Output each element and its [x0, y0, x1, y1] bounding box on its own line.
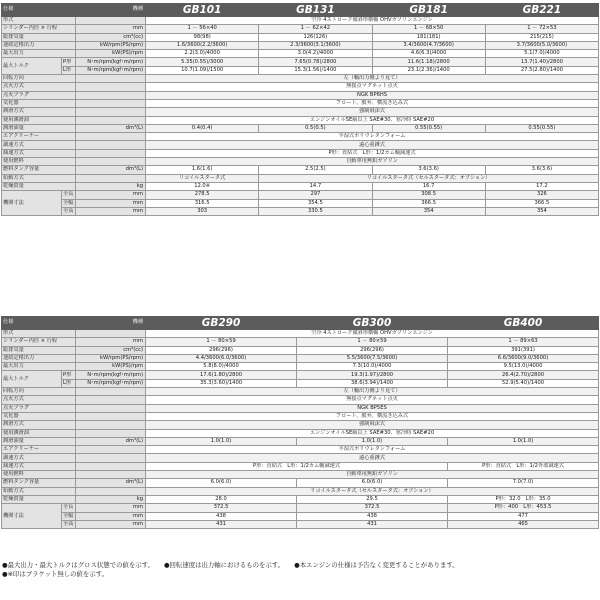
spec-value: 303: [146, 207, 259, 215]
spec-row: [2, 504, 599, 512]
spec-value: 1 － 80×59: [146, 338, 297, 346]
spec-value: 98(98): [146, 33, 259, 41]
spec-value: NGK BP5ES: [146, 404, 599, 412]
spec-value: 1 － 72×53: [485, 25, 598, 33]
spec-value: 52.9(5.40)/1400: [448, 379, 599, 387]
spec-label: 最大出力: [2, 50, 76, 58]
spec-value: 354: [372, 207, 485, 215]
spec-row: [2, 75, 599, 83]
spec-label: シリンダー内径 × 行程: [2, 25, 76, 33]
spec-row: [2, 25, 599, 33]
spec-value: 2.3/3600(3.1/3600): [259, 41, 372, 49]
spec-value: 空冷 4ストローク傾斜形横軸 OHVガソリンエンジン: [146, 330, 599, 338]
spec-row: [2, 396, 599, 404]
spec-unit: mm: [76, 25, 146, 33]
spec-value: 1.6(1.6): [146, 166, 259, 174]
spec-value: 2.2(3.0)/4000: [146, 50, 259, 58]
spec-label: シリンダー内径 × 行程: [2, 338, 76, 346]
spec-row: [2, 462, 599, 470]
spec-value: 10.7(1.09)/1500: [146, 66, 259, 74]
spec-value: 0.4(0.4): [146, 124, 259, 132]
spec-value: P形：直結式 L形：1/2カム軸減速式: [146, 149, 599, 157]
spec-unit: N･m/rpm(kgf･m/rpm): [76, 66, 146, 74]
spec-value: 0.5(0.5): [259, 124, 372, 132]
spec-value: 26.4(2.70)/2800: [448, 371, 599, 379]
spec-row: [2, 66, 599, 74]
spec-label: 乾燥質量: [2, 182, 76, 190]
spec-table-gb290-gb400: [1, 316, 599, 529]
spec-unit: kW/rpm(PS/rpm): [76, 41, 146, 49]
spec-value: 438: [297, 512, 448, 520]
spec-label: 点火プラグ: [2, 404, 76, 412]
spec-row: [2, 421, 599, 429]
spec-value: 372.5: [146, 504, 297, 512]
spec-unit: [76, 471, 146, 479]
spec-unit: [76, 462, 146, 470]
spec-sublabel: 全幅: [62, 512, 76, 520]
spec-value: 左（軸出力側より見て）: [146, 75, 599, 83]
spec-label: 使用潤滑油: [2, 429, 76, 437]
spec-value: 1 － 68×50: [372, 25, 485, 33]
spec-row: [2, 520, 599, 528]
spec-value: 215(215): [485, 33, 598, 41]
spec-row: [2, 91, 599, 99]
spec-value: 354: [485, 207, 598, 215]
spec-row: [2, 454, 599, 462]
spec-value: リコイルスタータ式: [146, 174, 259, 182]
spec-value: 296(296): [146, 346, 297, 354]
spec-value: 14.7: [259, 182, 372, 190]
spec-value: 1.0(1.0): [297, 437, 448, 445]
spec-label: 潤滑油量: [2, 124, 76, 132]
spec-row: [2, 199, 599, 207]
spec-unit: [76, 149, 146, 157]
spec-label: 機関寸法: [2, 504, 62, 529]
spec-value: 0.55(0.55): [485, 124, 598, 132]
spec-row: [2, 149, 599, 157]
spec-value: 遠心重錘式: [146, 141, 599, 149]
spec-value: 5.1(7.0)/4000: [485, 50, 598, 58]
spec-value: 431: [297, 520, 448, 528]
model-name: GB131: [259, 4, 372, 17]
spec-value: 3.0(4.2)/4000: [259, 50, 372, 58]
spec-label: 連続定格出力: [2, 354, 76, 362]
spec-value: リコイルスタータ式（セルスタータ式：オプション）: [146, 487, 599, 495]
footnote-gross: ●最大出力・最大トルクはグロス状態での値を示す。: [2, 561, 154, 569]
spec-value: 5.8(8.0)/4000: [146, 363, 297, 371]
spec-value: 16.7: [372, 182, 485, 190]
spec-unit: dm³(L): [76, 166, 146, 174]
spec-value: 27.5(2.80)/1400: [485, 66, 598, 74]
spec-row: [2, 124, 599, 132]
spec-unit: dm³(L): [76, 479, 146, 487]
spec-row: [2, 446, 599, 454]
model-name: GB400: [448, 317, 599, 330]
spec-unit: kg: [76, 495, 146, 503]
model-name: GB300: [297, 317, 448, 330]
spec-value: 19.3(1.97)/2800: [297, 371, 448, 379]
spec-unit: mm: [76, 191, 146, 199]
spec-value: 1.0(1.0): [448, 437, 599, 445]
model-name: GB290: [146, 317, 297, 330]
footnote-change: ●本エンジンの仕様は予告なく変更することがあります。: [294, 561, 459, 569]
header-spec-label: 仕様: [2, 4, 76, 17]
spec-label: 減速方式: [2, 462, 76, 470]
spec-value: フロート、膜弁、横流き込み式: [146, 412, 599, 420]
spec-value: 半湿式ポリウレタンフォーム: [146, 133, 599, 141]
spec-unit: [76, 487, 146, 495]
spec-sublabel: 全長: [62, 191, 76, 199]
spec-label: 形式: [2, 330, 76, 338]
spec-value: 1 － 62×42: [259, 25, 372, 33]
spec-label: 使用燃料: [2, 471, 76, 479]
spec-value: 28.0: [146, 495, 297, 503]
spec-value: 1.0(1.0): [146, 437, 297, 445]
spec-unit: mm: [76, 520, 146, 528]
spec-row: [2, 354, 599, 362]
spec-row: [2, 388, 599, 396]
spec-row: [2, 108, 599, 116]
footnote-bracket: ●※印はブラケット無しの値を示す。: [2, 570, 108, 579]
spec-row: [2, 17, 599, 25]
spec-unit: N･m/rpm(kgf･m/rpm): [76, 58, 146, 66]
spec-row: [2, 495, 599, 503]
spec-value: 7.0(7.0): [448, 479, 599, 487]
spec-row: [2, 116, 599, 124]
spec-label: 最大トルク: [2, 371, 62, 388]
spec-label: 総排気量: [2, 346, 76, 354]
spec-unit: [76, 454, 146, 462]
spec-value: 自動車用無鉛ガソリン: [146, 471, 599, 479]
spec-value: 左（軸出力側より見て）: [146, 388, 599, 396]
spec-value: 3.7/3600(5.0/3600): [485, 41, 598, 49]
spec-value: 3.6(3.6): [485, 166, 598, 174]
spec-value: P形：直結式 L形：1/2カム軸減速式: [146, 462, 448, 470]
spec-unit: dm³(L): [76, 124, 146, 132]
spec-row: [2, 166, 599, 174]
spec-value: 297: [259, 191, 372, 199]
spec-unit: cm³(cc): [76, 346, 146, 354]
footnote-line-1: [2, 561, 467, 570]
spec-value: P形：直結式 L形：1/2外部減速式: [448, 462, 599, 470]
spec-sublabel: 全長: [62, 504, 76, 512]
spec-value: 17.6(1.80)/2800: [146, 371, 297, 379]
spec-value: 半湿式ポリウレタンフォーム: [146, 446, 599, 454]
spec-value: 2.5(2.5): [259, 166, 372, 174]
spec-unit: [76, 75, 146, 83]
spec-value: 空冷 4ストローク傾斜形横軸 OHVガソリンエンジン: [146, 17, 599, 25]
spec-label: 潤滑方式: [2, 421, 76, 429]
spec-value: 0.55(0.55): [372, 124, 485, 132]
spec-row: [2, 371, 599, 379]
spec-value: 強制飛沫式: [146, 108, 599, 116]
spec-value: 278.5: [146, 191, 259, 199]
spec-label: 乾燥質量: [2, 495, 76, 503]
spec-value: 4.4/3600(6.0/3600): [146, 354, 297, 362]
footnote-line-2: [2, 570, 467, 579]
spec-value: 366.5: [372, 199, 485, 207]
spec-value: エンジンオイルSE級以上 SAE#30、寒冷時 SAE#20: [146, 116, 599, 124]
spec-value: 35.3(3.60)/1400: [146, 379, 297, 387]
spec-label: 調速方式: [2, 141, 76, 149]
spec-value: 11.6(1.18)/2800: [372, 58, 485, 66]
spec-row: [2, 99, 599, 107]
spec-row: [2, 182, 599, 190]
spec-value: 372.5: [297, 504, 448, 512]
spec-unit: dm³(L): [76, 437, 146, 445]
spec-value: 1.6/3600(2.2/3600): [146, 41, 259, 49]
spec-unit: [76, 133, 146, 141]
spec-value: 465: [448, 520, 599, 528]
spec-label: 調速方式: [2, 454, 76, 462]
spec-row: [2, 158, 599, 166]
spec-row: [2, 207, 599, 215]
spec-row: [2, 83, 599, 91]
spec-row: [2, 437, 599, 445]
spec-row: [2, 41, 599, 49]
spec-value: 12.0※: [146, 182, 259, 190]
spec-unit: mm: [76, 512, 146, 520]
spec-unit: N･m/rpm(kgf･m/rpm): [76, 371, 146, 379]
model-name: GB181: [372, 4, 485, 17]
spec-row: [2, 174, 599, 182]
spec-label: 燃料タンク容量: [2, 479, 76, 487]
spec-unit: [76, 396, 146, 404]
spec-value: 自動車用無鉛ガソリン: [146, 158, 599, 166]
spec-value: エンジンオイルSE級以上 SAE#30、寒冷時 SAE#20: [146, 429, 599, 437]
spec-label: 最大トルク: [2, 58, 62, 75]
spec-unit: [76, 330, 146, 338]
spec-label: 気化器: [2, 412, 76, 420]
spec-value: 1 － 89×63: [448, 338, 599, 346]
spec-value: 6.0(6.0): [146, 479, 297, 487]
spec-row: [2, 330, 599, 338]
spec-label: 始動方式: [2, 487, 76, 495]
spec-value: 5.35(0.55)/3000: [146, 58, 259, 66]
spec-value: 181(181): [372, 33, 485, 41]
spec-label: エアクリーナー: [2, 446, 76, 454]
spec-label: 機関寸法: [2, 191, 62, 216]
spec-value: P形：32.0 L形：35.0: [448, 495, 599, 503]
spec-unit: [76, 116, 146, 124]
spec-table-gb101-gb221: [1, 3, 599, 216]
spec-value: 遠心重錘式: [146, 454, 599, 462]
spec-value: リコイルスタータ式（セルスタータ式：オプション）: [259, 174, 599, 182]
spec-unit: [76, 174, 146, 182]
spec-value: P形：400 L形：453.5: [448, 504, 599, 512]
spec-value: 431: [146, 520, 297, 528]
spec-value: 3.4/3600(4.7/3600): [372, 41, 485, 49]
spec-unit: mm: [76, 199, 146, 207]
spec-row: [2, 58, 599, 66]
spec-unit: [76, 91, 146, 99]
spec-value: 5.5/3600(7.5/3600): [297, 354, 448, 362]
spec-unit: [76, 412, 146, 420]
spec-unit: [76, 388, 146, 396]
spec-unit: cm³(cc): [76, 33, 146, 41]
spec-unit: kW/rpm(PS/rpm): [76, 354, 146, 362]
spec-row: [2, 512, 599, 520]
spec-row: [2, 141, 599, 149]
spec-unit: mm: [76, 504, 146, 512]
spec-row: [2, 363, 599, 371]
spec-value: 6.6/3600(9.0/3600): [448, 354, 599, 362]
model-name: GB221: [485, 4, 598, 17]
spec-label: 潤滑油量: [2, 437, 76, 445]
spec-value: 1 － 80×59: [297, 338, 448, 346]
spec-label: 使用燃料: [2, 158, 76, 166]
spec-value: 38.6(3.94)/1400: [297, 379, 448, 387]
spec-value: 23.1(2.36)/1400: [372, 66, 485, 74]
spec-value: 477: [448, 512, 599, 520]
header-row: [2, 4, 599, 17]
spec-unit: [76, 99, 146, 107]
spec-unit: kg: [76, 182, 146, 190]
spec-value: 無接点マグネット点火: [146, 396, 599, 404]
spec-value: フロート、膜弁、横流き込み式: [146, 99, 599, 107]
spec-label: 始動方式: [2, 174, 76, 182]
spec-value: 7.3(10.0)/4000: [297, 363, 448, 371]
spec-row: [2, 487, 599, 495]
spec-label: 回転方向: [2, 388, 76, 396]
spec-unit: [76, 404, 146, 412]
spec-value: 391(391): [448, 346, 599, 354]
spec-label: 点火プラグ: [2, 91, 76, 99]
spec-unit: [76, 17, 146, 25]
spec-label: 総排気量: [2, 33, 76, 41]
spec-value: 無接点マグネット点火: [146, 83, 599, 91]
spec-label: 潤滑方式: [2, 108, 76, 116]
spec-label: 連続定格出力: [2, 41, 76, 49]
spec-sublabel: 全幅: [62, 199, 76, 207]
spec-unit: [76, 108, 146, 116]
spec-label: 回転方向: [2, 75, 76, 83]
spec-label: 減速方式: [2, 149, 76, 157]
header-model-label: 機種: [76, 317, 146, 330]
spec-unit: [76, 429, 146, 437]
spec-unit: mm: [76, 207, 146, 215]
spec-value: 9.5(13.0)/4000: [448, 363, 599, 371]
spec-value: NGK BP6HS: [146, 91, 599, 99]
header-model-label: 機種: [76, 4, 146, 17]
model-name: GB101: [146, 4, 259, 17]
spec-label: 点火方式: [2, 83, 76, 91]
spec-unit: [76, 141, 146, 149]
spec-value: 4.6(6.3)/4000: [372, 50, 485, 58]
spec-unit: kW(PS)/rpm: [76, 50, 146, 58]
header-row: [2, 317, 599, 330]
spec-label: 使用潤滑油: [2, 116, 76, 124]
spec-sublabel: L形: [62, 379, 76, 387]
spec-row: [2, 471, 599, 479]
spec-label: 形式: [2, 17, 76, 25]
spec-value: 17.2: [485, 182, 598, 190]
spec-row: [2, 379, 599, 387]
spec-label: 気化器: [2, 99, 76, 107]
spec-value: 強制飛沫式: [146, 421, 599, 429]
spec-sublabel: L形: [62, 66, 76, 74]
spec-value: 296(296): [297, 346, 448, 354]
header-spec-label: 仕様: [2, 317, 76, 330]
spec-row: [2, 479, 599, 487]
spec-label: 最大出力: [2, 363, 76, 371]
spec-unit: kW(PS)/rpm: [76, 363, 146, 371]
spec-value: 330.5: [259, 207, 372, 215]
spec-sublabel: 全高: [62, 207, 76, 215]
spec-value: 15.3(1.56)/1400: [259, 66, 372, 74]
spec-value: 308.5: [372, 191, 485, 199]
spec-value: 29.5: [297, 495, 448, 503]
spec-unit: N･m/rpm(kgf･m/rpm): [76, 379, 146, 387]
spec-row: [2, 33, 599, 41]
spec-unit: mm: [76, 338, 146, 346]
spec-value: 13.7(1.40)/2800: [485, 58, 598, 66]
spec-value: 326: [485, 191, 598, 199]
spec-unit: [76, 421, 146, 429]
footnote-rpm: ●回転速度は出力軸におけるものを示す。: [163, 561, 285, 569]
spec-value: 316.5: [146, 199, 259, 207]
spec-row: [2, 338, 599, 346]
spec-value: 354.5: [259, 199, 372, 207]
spec-unit: [76, 446, 146, 454]
spec-value: 3.6(3.6): [372, 166, 485, 174]
footnotes: [2, 561, 467, 580]
spec-label: 点火方式: [2, 396, 76, 404]
spec-row: [2, 404, 599, 412]
spec-sublabel: P形: [62, 58, 76, 66]
spec-unit: [76, 158, 146, 166]
spec-row: [2, 412, 599, 420]
spec-label: エアクリーナー: [2, 133, 76, 141]
spec-row: [2, 191, 599, 199]
spec-value: 126(126): [259, 33, 372, 41]
spec-row: [2, 346, 599, 354]
spec-row: [2, 429, 599, 437]
spec-value: 1 － 56×40: [146, 25, 259, 33]
spec-value: 366.5: [485, 199, 598, 207]
spec-value: 7.65(0.78)/2800: [259, 58, 372, 66]
spec-value: 438: [146, 512, 297, 520]
spec-value: 6.0(6.0): [297, 479, 448, 487]
spec-label: 燃料タンク容量: [2, 166, 76, 174]
spec-sublabel: 全高: [62, 520, 76, 528]
spec-unit: [76, 83, 146, 91]
spec-sublabel: P形: [62, 371, 76, 379]
spec-row: [2, 50, 599, 58]
spec-row: [2, 133, 599, 141]
